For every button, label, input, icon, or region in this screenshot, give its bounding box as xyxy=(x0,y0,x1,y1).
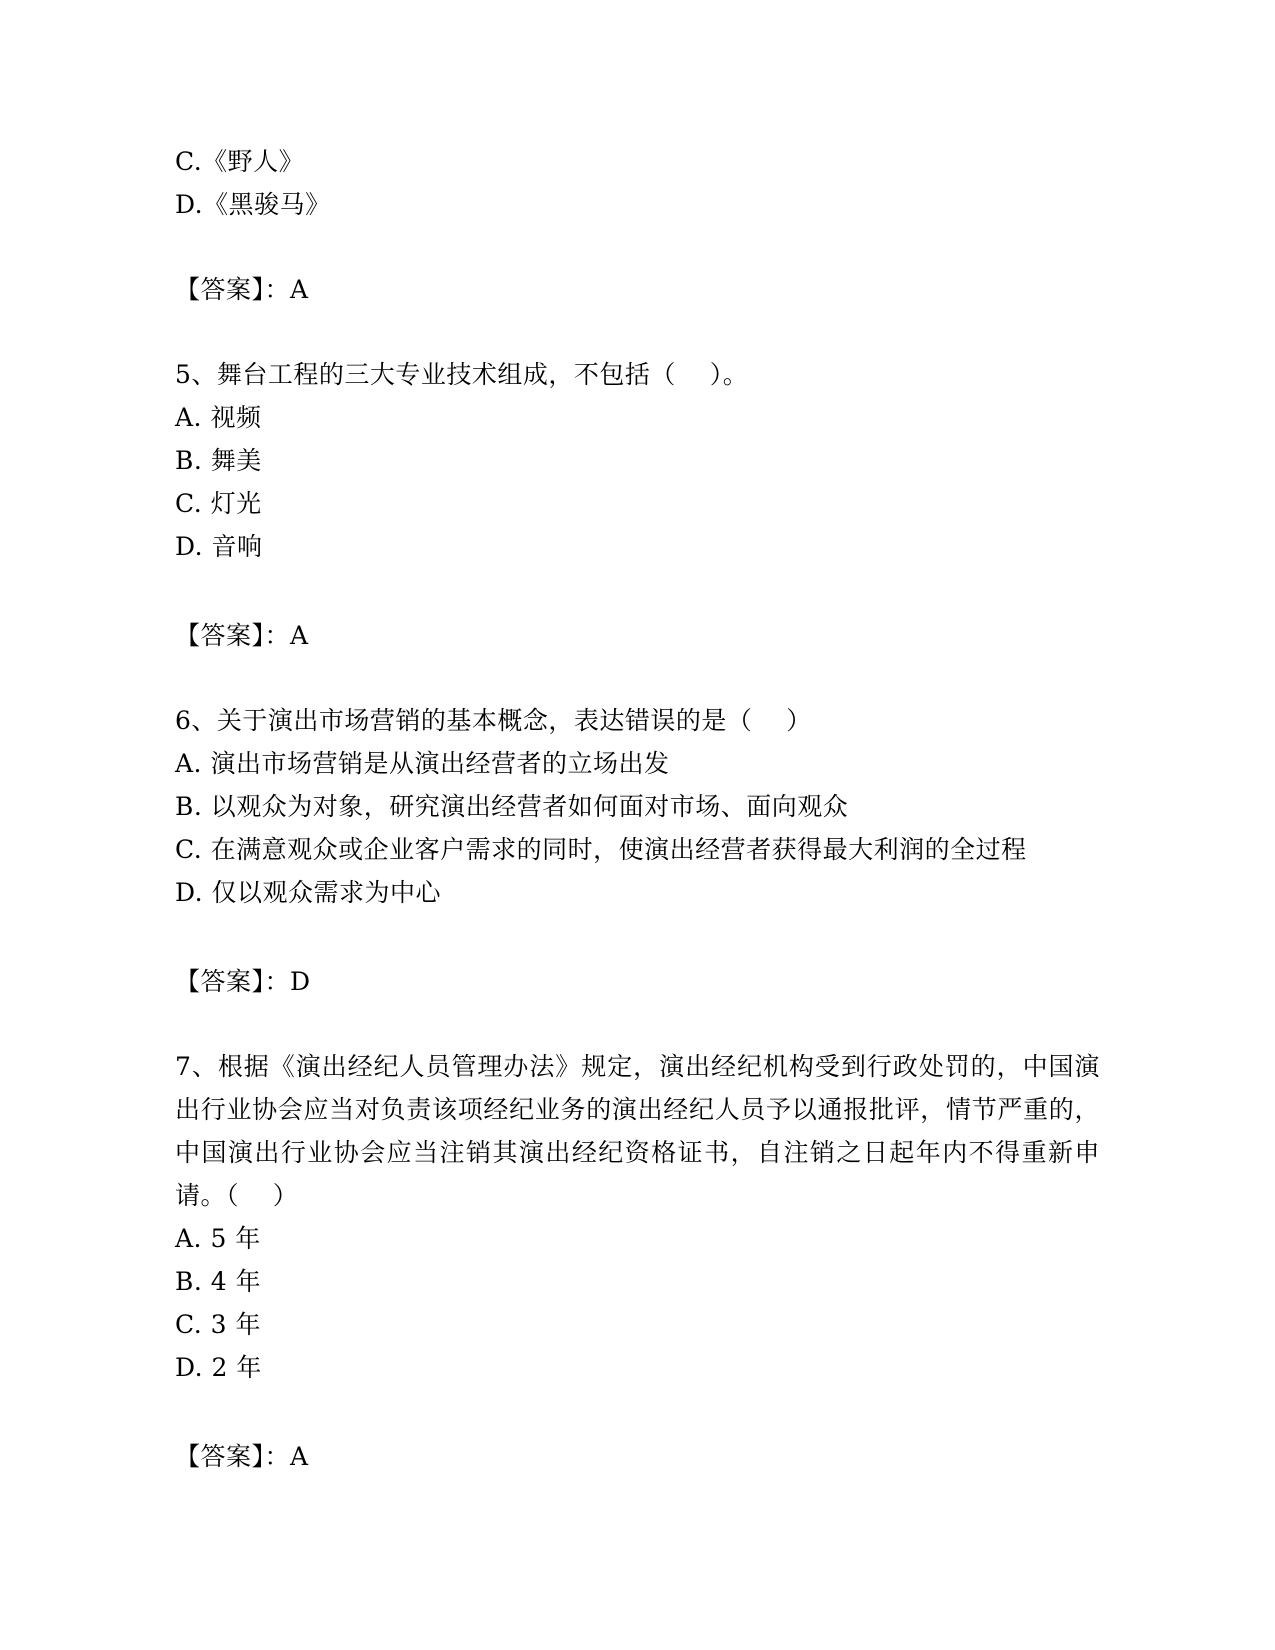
answer-line: 【答案】：A xyxy=(175,275,309,304)
option-item: B. 舞美 xyxy=(175,446,262,475)
spacer xyxy=(175,311,1100,353)
option-item: B. 以观众为对象，研究演出经营者如何面对市场、面向观众 xyxy=(175,792,849,821)
document-body xyxy=(175,140,1100,1478)
option-item: A. 视频 xyxy=(175,403,262,432)
spacer xyxy=(175,1389,1100,1435)
option-item: A. 演出市场营销是从演出经营者的立场出发 xyxy=(175,749,670,778)
answer-line: 【答案】：A xyxy=(175,1442,309,1471)
option-item: C. 3 年 xyxy=(175,1310,261,1339)
option-item: C.《野人》 xyxy=(175,147,305,176)
spacer xyxy=(175,568,1100,614)
option-item: D.《黑骏马》 xyxy=(175,190,331,219)
question-text: 6、关于演出市场营销的基本概念，表达错误的是（ ） xyxy=(175,706,812,735)
option-item: D. 2 年 xyxy=(175,1353,262,1382)
option-item: B. 4 年 xyxy=(175,1267,262,1296)
question-text: 5、舞台工程的三大专业技术组成，不包括（ ）。 xyxy=(175,360,749,389)
answer-line: 【答案】：A xyxy=(175,621,309,650)
option-item: D. 仅以观众需求为中心 xyxy=(175,878,442,907)
answer-line: 【答案】：D xyxy=(175,967,311,996)
question-text: 7、根据《演出经纪人员管理办法》规定，演出经纪机构受到行政处罚的，中国演出行业协会应当对负责该项经纪业务的演出经纪人员予以通报批评，情节严重的，中国演出行业协会应当注销其演出经纪资格证书，自注销之日起年内不得重新申请。（ ） xyxy=(175,1052,1100,1210)
spacer xyxy=(175,914,1100,960)
spacer xyxy=(175,657,1100,699)
spacer xyxy=(175,226,1100,268)
spacer xyxy=(175,1003,1100,1045)
option-item: A. 5 年 xyxy=(175,1224,261,1253)
option-item: D. 音响 xyxy=(175,532,263,561)
option-item: C. 灯光 xyxy=(175,489,262,518)
option-item: C. 在满意观众或企业客户需求的同时，使演出经营者获得最大利润的全过程 xyxy=(175,835,1027,864)
